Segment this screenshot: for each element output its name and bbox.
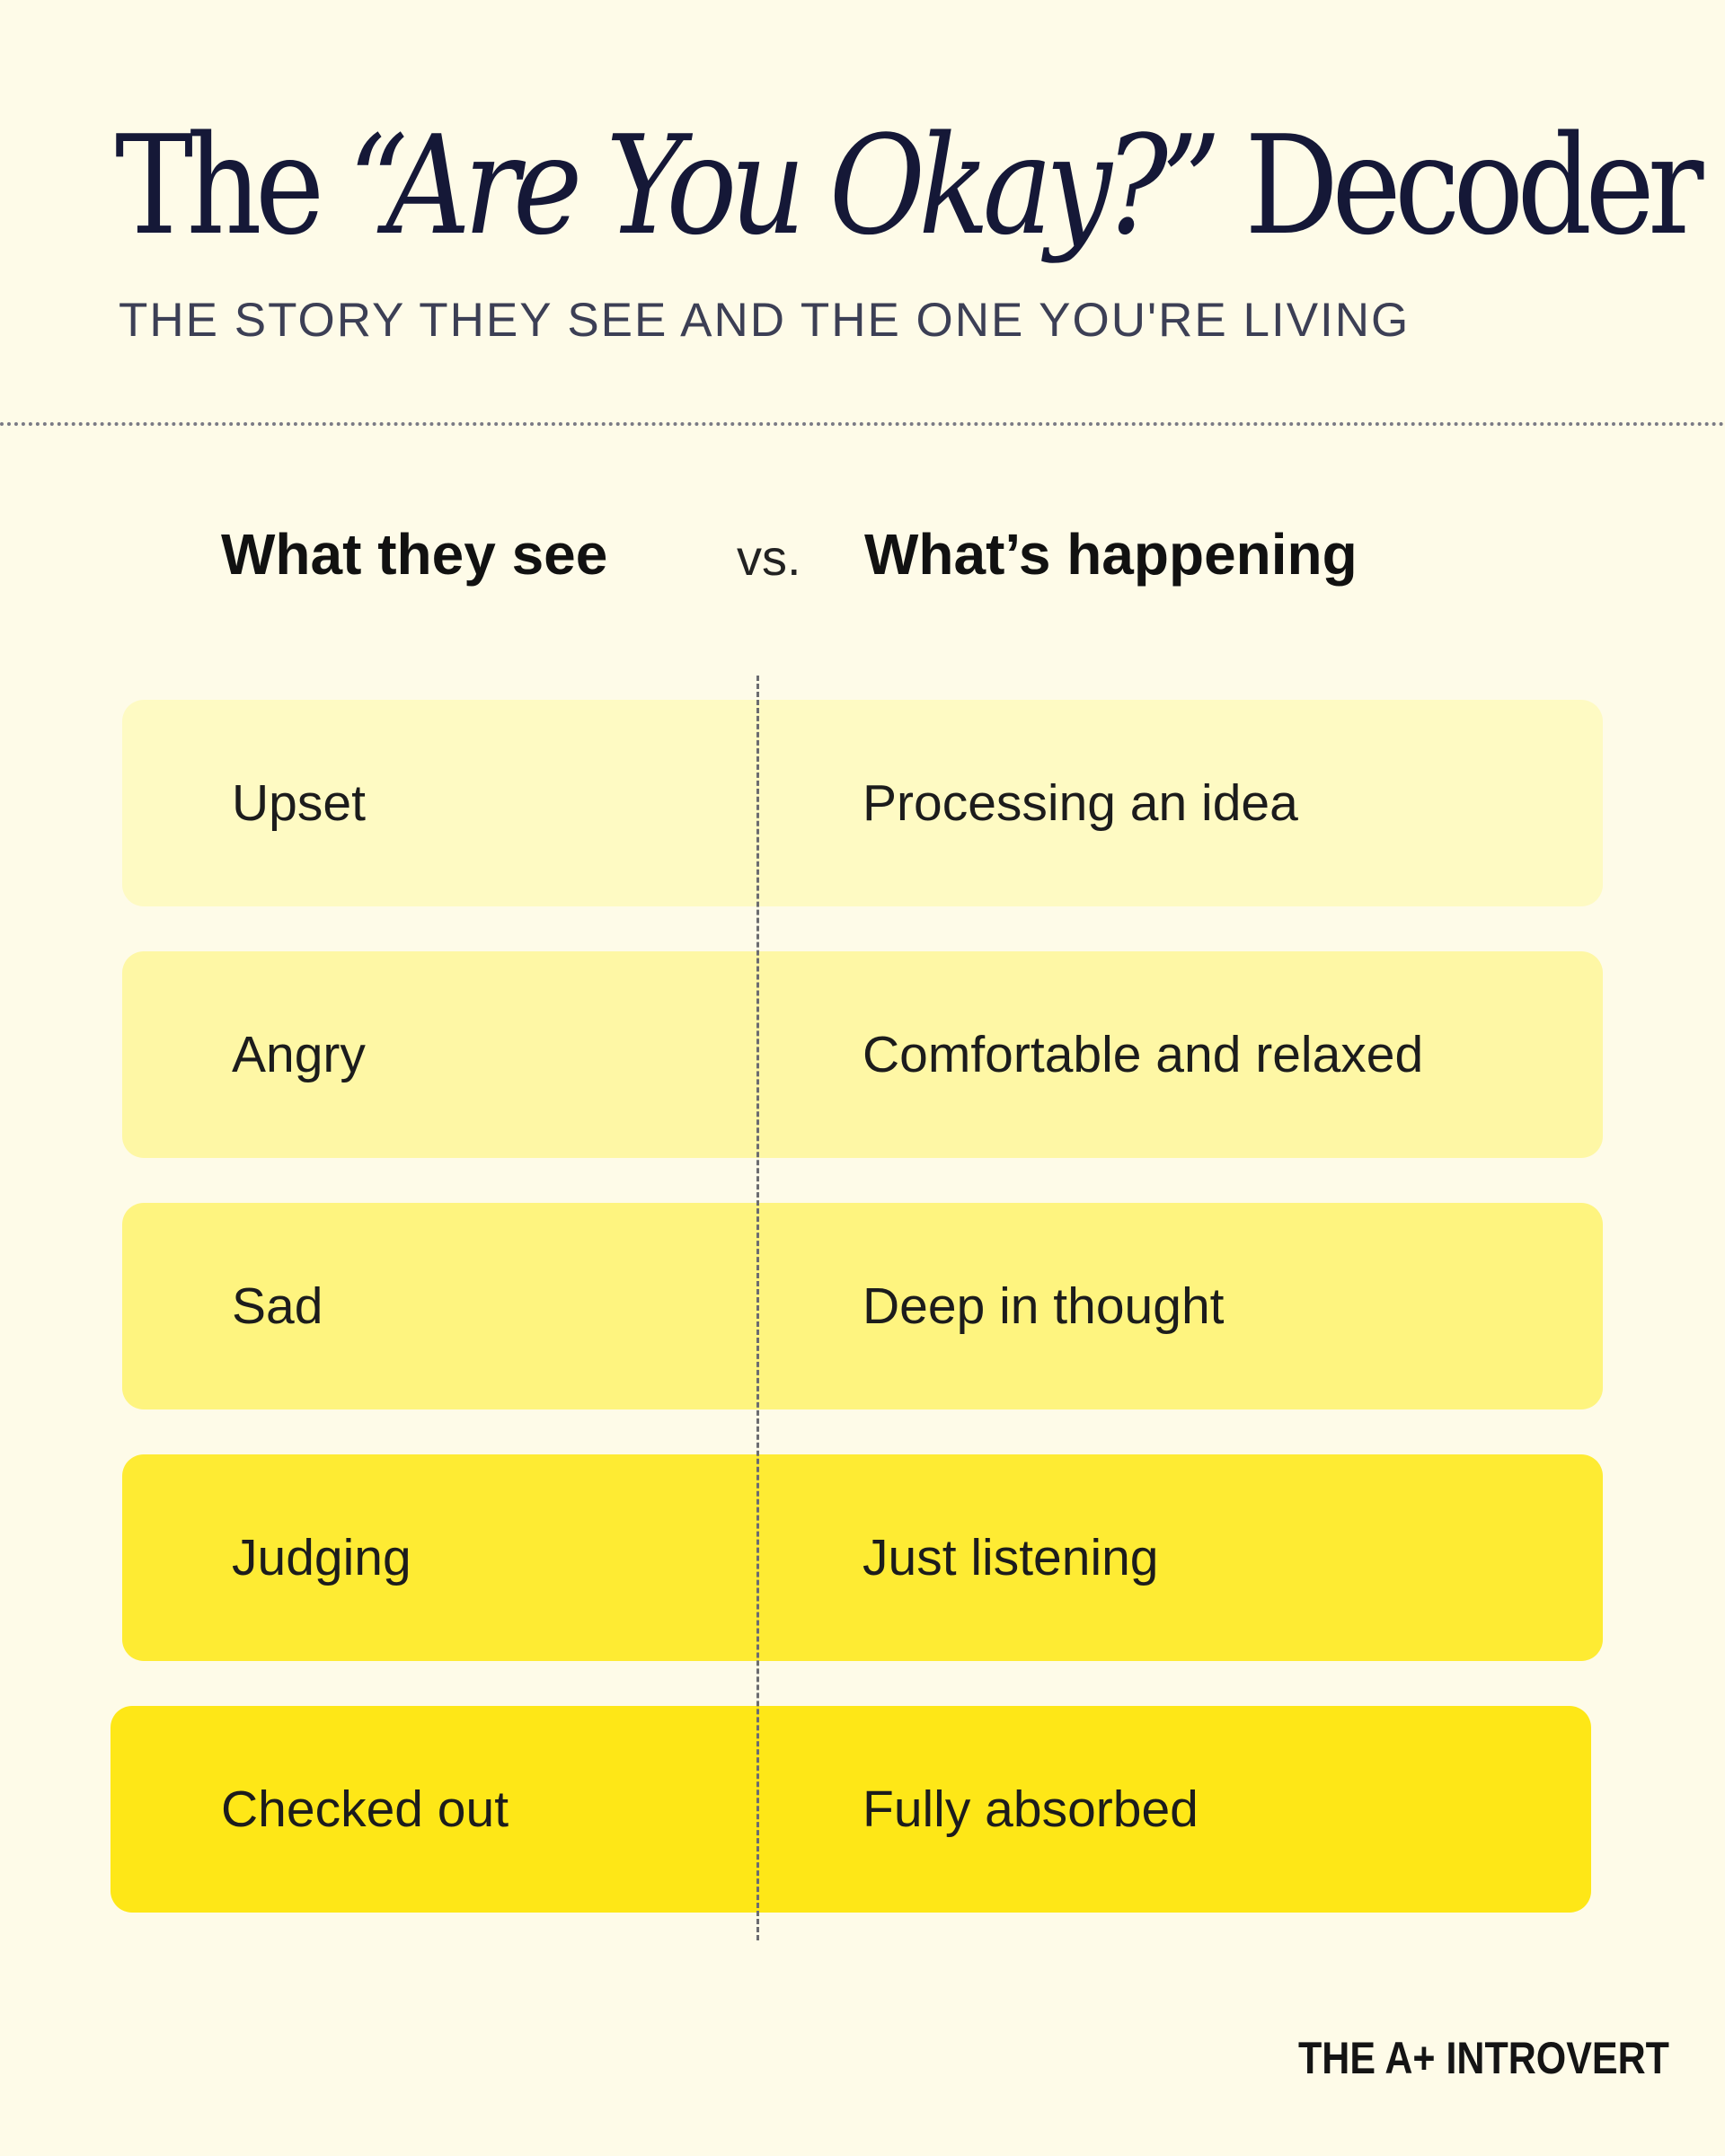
happening-label: Processing an idea bbox=[862, 774, 1298, 832]
seen-label: Judging bbox=[232, 1529, 411, 1586]
title-emphasis: “Are You Okay?” bbox=[348, 106, 1215, 265]
happening-label: Fully absorbed bbox=[862, 1780, 1199, 1838]
page-title bbox=[115, 101, 1697, 271]
comparison-row bbox=[111, 1706, 1591, 1913]
seen-label: Sad bbox=[232, 1277, 323, 1335]
happening-label: Comfortable and relaxed bbox=[862, 1026, 1424, 1083]
comparison-row bbox=[122, 700, 1603, 906]
page-subtitle: THE STORY THEY SEE AND THE ONE YOU'RE LIVING bbox=[119, 294, 1411, 347]
seen-label: Upset bbox=[232, 774, 366, 832]
comparison-row bbox=[122, 1203, 1603, 1409]
title-prefix: The bbox=[115, 106, 349, 265]
seen-label: Checked out bbox=[221, 1780, 509, 1838]
dotted-divider bbox=[0, 422, 1725, 426]
happening-label: Just listening bbox=[862, 1529, 1159, 1586]
seen-label: Angry bbox=[232, 1026, 366, 1083]
header-vs: vs. bbox=[737, 529, 801, 586]
header-whats-happening: What’s happening bbox=[864, 522, 1358, 587]
center-divider bbox=[756, 676, 759, 1940]
title-suffix: Decoder bbox=[1214, 106, 1697, 265]
comparison-row bbox=[122, 951, 1603, 1158]
header-what-they-see: What they see bbox=[221, 522, 608, 587]
brand-logo: THE A+ INTROVERT bbox=[1298, 2033, 1669, 2083]
happening-label: Deep in thought bbox=[862, 1277, 1225, 1335]
comparison-row bbox=[122, 1454, 1603, 1661]
